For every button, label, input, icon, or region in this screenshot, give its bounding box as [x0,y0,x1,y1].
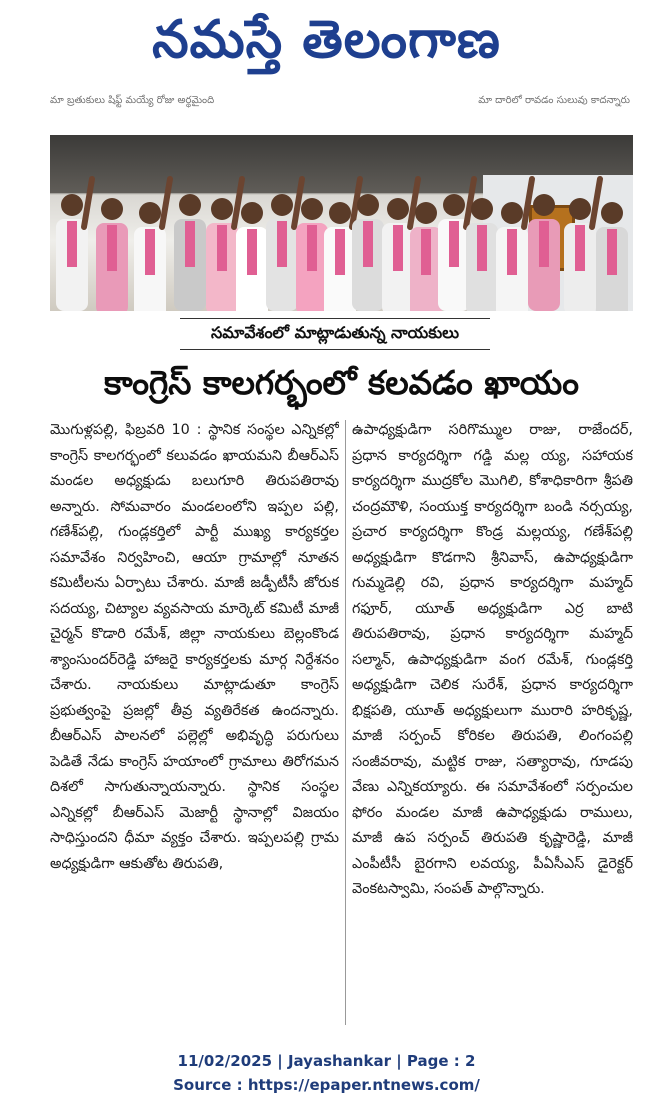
person-head [101,198,123,220]
cropped-previous-article-line [50,94,630,108]
footer-edition-line: 11/02/2025 | Jayashankar | Page : 2 [177,1052,476,1070]
footer-source-url[interactable]: https://epaper.ntnews.com/ [247,1076,480,1094]
person-head [271,194,293,216]
person-scarf [607,229,617,275]
person-scarf [185,221,195,267]
person-head [329,202,351,224]
person-head [501,202,523,224]
masthead [0,6,653,86]
person-raised-arm [410,179,418,227]
person-raised-arm [592,179,600,227]
person-raised-arm [524,179,532,227]
person-scarf [539,221,549,267]
person-scarf [421,229,431,275]
person-head [301,198,323,220]
footer-source-line [0,1076,653,1094]
newspaper-title: నమస్తే తెలంగాణ [152,9,501,70]
person-scarf [145,229,155,275]
person-head [179,194,201,216]
column-divider [345,420,346,1025]
person-head [601,202,623,224]
photo-crowd [50,135,633,311]
article-headline: కాంగ్రెస్ కాలగర్భంలో కలవడం ఖాయం [104,362,579,402]
cropped-text-left: మా బ్రతుకులు షిఫ్ట్ మయ్యే రోజు అర్థమైంది [50,95,215,106]
person-scarf [393,225,403,271]
news-photo [50,135,633,311]
article-column-right: ఉపాధ్యక్షుడిగా సరిగొమ్ముల రాజు, రాజేందర్, ప్రధాన కార్యదర్శిగా గడ్డి మల్ల య్య, సహాయక కార్యదర్శిగా ముద్రకోల మొగిలి, కోశాధికారిగా శ్రీపతి చంద్రమౌళి, సంయుక్త కార్యదర్శిగా బండి నర్సయ్య, ప్రచార కార్యదర్శిగా కొండ్ర మల్లయ్య, గణేశ్‌పల్లి అధ్యక్షుడిగా కొడగాని శ్రీనివాస్, ఉపాధ్యక్షుడిగా గుమ్మడెల్లి రవి, ప్రధాన కార్యదర్శిగా మహ్మద్ గఫూర్, యూత్ అధ్యక్షుడిగా ఎర్ర బాటి తిరుపతిరావు, ప్రధాన కార్యదర్శిగా మహ్మద్ సల్మాన్, ఉపాధ్యక్షుడిగా వంగ రమేశ్, గుండ్లకర్తి అధ్యక్షుడిగా చెలిక సురేశ్, ప్రధాన కార్యదర్శిగా భిక్షపతి, యూత్ అధ్యక్షులుగా మురారి హరికృష్ణ, మాజీ సర్పంచ్ కోరికల తిరుపతి, లింగంపల్లి సంజీవరావు, మట్టిక రాజు, సత్యారావు, గూడపు వేణు ఎన్నికయ్యారు. ఈ సమావేశంలో సర్పంచుల ఫోరం మండల మాజీ ఉపాధ్యక్షుడు రాములు, మాజీ ఉప సర్పంచ్ తిరుపతి కృష్ణారెడ్డి, మాజీ ఎంపీటీసీ బైరగాని లవయ్య, పీఏసీఎస్ డైరెక్టర్ వెంకటస్వామి, సంపత్ పాల్గొన్నారు. [352,422,633,897]
person-head [61,194,83,216]
person-raised-arm [162,179,170,227]
person-scarf [67,221,77,267]
person-scarf [307,225,317,271]
person-scarf [575,225,585,271]
person-scarf [449,221,459,267]
person-scarf [217,225,227,271]
person-head [241,202,263,224]
cropped-text-right: మా దారిలో రావడం సులువు కాదన్నారు [478,95,630,106]
person-raised-arm [234,179,242,227]
person-head [211,198,233,220]
footer-edition: Jayashankar [287,1052,391,1070]
person-raised-arm [84,179,92,227]
person-scarf [277,221,287,267]
photo-caption: సమావేశంలో మాట్లాడుతున్న నాయకులు [180,318,490,350]
footer-date: 11/02/2025 [177,1052,272,1070]
article-column-left: మొగుళ్లపల్లి, ఫిబ్రవరి 10 : స్థానిక సంస్థల ఎన్నికల్లో కాంగ్రెస్ కాలగర్భంలో కలువడం ఖాయమని బీఆర్ఎస్ మండల అధ్యక్షుడు బలుగూరి తిరుపతిరావు అన్నారు. సోమవారం మండలంలోని ఇప్పల పల్లి, గణేశ్‌పల్లి, గుండ్లకర్తిలో పార్టీ ముఖ్య కార్యకర్తల సమావేశం నిర్వహించి, ఆయా గ్రామాల్లో నూతన కమిటీలను ఏర్పాటు చేశారు. మాజీ జడ్పీటీసీ జోరుక సదయ్య, చిట్యాల వ్యవసాయ మార్కెట్ కమిటీ మాజీ చైర్మన్ కొడారి రమేశ్, జిల్లా నాయకులు బెల్లంకొండ శ్యాంసుందర్‌రెడ్డి హాజరై కార్యకర్తలకు మార్గ నిర్దేశనం చేశారు. నాయకులు మాట్లాడుతూ కాంగ్రెస్ ప్రభుత్వంపై ప్రజల్లో తీవ్ర వ్యతిరేకత ఉందన్నారు. బీఆర్ఎస్ పాలనలో పల్లెల్లో అభివృద్ధి పరుగులు పెడితే నేడు కాంగ్రెస్ హయాంలో గ్రామాలు తిరోగమన దిశలో సాగుతున్నాయన్నారు. స్థానిక సంస్థల ఎన్నికల్లో బీఆర్ఎస్ మెజార్టీ స్థానాల్లో విజయం సాధిస్తుందని ధీమా వ్యక్తం చేశారు. ఇప్పలపల్లి గ్రామ అధ్యక్షుడిగా ఆకుతోట తిరుపతి, [50,422,339,872]
person-head [569,198,591,220]
footer-source-label: Source : [173,1076,248,1094]
person-scarf [247,229,257,275]
person-head [357,194,379,216]
person-head [471,198,493,220]
person-scarf [477,225,487,271]
person-head [139,202,161,224]
person-scarf [507,229,517,275]
person-scarf [107,225,117,271]
person-scarf [335,229,345,275]
person-head [533,194,555,216]
person-raised-arm [294,179,302,227]
person-head [415,202,437,224]
person-scarf [363,221,373,267]
footer-page: Page : 2 [406,1052,476,1070]
person-head [387,198,409,220]
person-head [443,194,465,216]
